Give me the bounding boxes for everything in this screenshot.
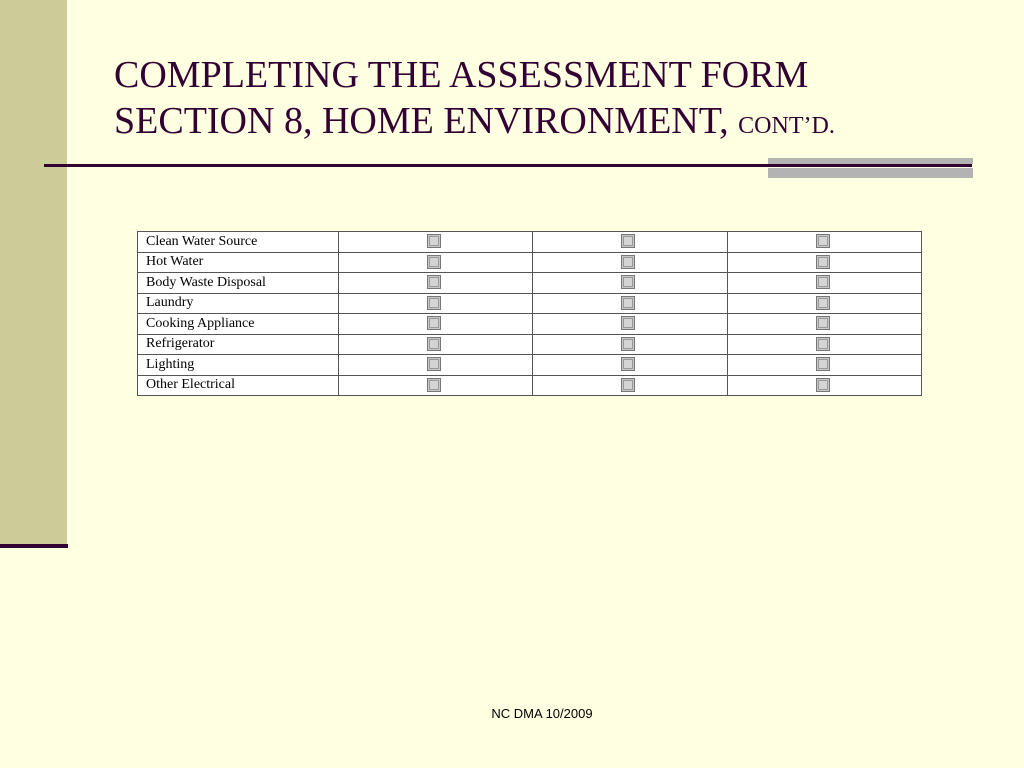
checkbox-cell: [727, 273, 921, 294]
checkbox-cell: [339, 232, 533, 253]
checkbox-cell: [533, 314, 727, 335]
checkbox-cell: [339, 314, 533, 335]
checkbox[interactable]: [621, 255, 635, 269]
checkbox-cell: [533, 273, 727, 294]
checkbox[interactable]: [816, 316, 830, 330]
left-sidebar-band: [0, 0, 67, 548]
table-row: [138, 314, 922, 335]
checkbox-cell: [533, 293, 727, 314]
slide-title: [114, 52, 974, 149]
checkbox[interactable]: [427, 275, 441, 289]
checkbox[interactable]: [427, 296, 441, 310]
checkbox[interactable]: [816, 378, 830, 392]
row-label: Refrigerator: [138, 334, 339, 355]
checkbox-cell: [727, 252, 921, 273]
table-row: [138, 252, 922, 273]
assessment-table-body: [138, 232, 922, 396]
title-suffix: CONT’D.: [738, 113, 835, 139]
checkbox[interactable]: [427, 316, 441, 330]
assessment-table: [137, 231, 922, 396]
checkbox-cell: [339, 355, 533, 376]
table-row: [138, 273, 922, 294]
checkbox[interactable]: [427, 357, 441, 371]
checkbox-cell: [727, 232, 921, 253]
checkbox-cell: [533, 334, 727, 355]
checkbox[interactable]: [816, 255, 830, 269]
row-label: Cooking Appliance: [138, 314, 339, 335]
checkbox-cell: [533, 232, 727, 253]
title-line-2: [114, 98, 974, 149]
table-row: [138, 232, 922, 253]
row-label: Clean Water Source: [138, 232, 339, 253]
checkbox-cell: [727, 293, 921, 314]
checkbox-cell: [727, 334, 921, 355]
checkbox[interactable]: [621, 378, 635, 392]
checkbox[interactable]: [621, 275, 635, 289]
table-row: [138, 375, 922, 396]
checkbox[interactable]: [621, 357, 635, 371]
checkbox[interactable]: [621, 316, 635, 330]
checkbox[interactable]: [816, 296, 830, 310]
checkbox-cell: [727, 375, 921, 396]
checkbox-cell: [339, 252, 533, 273]
checkbox-cell: [339, 334, 533, 355]
row-label: Other Electrical: [138, 375, 339, 396]
checkbox[interactable]: [816, 357, 830, 371]
checkbox[interactable]: [427, 378, 441, 392]
checkbox-cell: [533, 375, 727, 396]
checkbox-cell: [339, 273, 533, 294]
checkbox[interactable]: [816, 275, 830, 289]
checkbox[interactable]: [621, 296, 635, 310]
footer-text: NC DMA 10/2009: [491, 706, 593, 721]
checkbox-cell: [727, 314, 921, 335]
checkbox-cell: [533, 252, 727, 273]
table-row: [138, 334, 922, 355]
row-label: Body Waste Disposal: [138, 273, 339, 294]
row-label: Hot Water: [138, 252, 339, 273]
title-rule-gray-bottom: [768, 168, 973, 178]
checkbox-cell: [339, 293, 533, 314]
checkbox-cell: [727, 355, 921, 376]
row-label: Lighting: [138, 355, 339, 376]
table-row: [138, 293, 922, 314]
checkbox-cell: [533, 355, 727, 376]
checkbox[interactable]: [621, 234, 635, 248]
checkbox[interactable]: [427, 337, 441, 351]
sidebar-accent-line: [0, 544, 68, 548]
table-row: [138, 355, 922, 376]
checkbox-cell: [339, 375, 533, 396]
checkbox[interactable]: [427, 255, 441, 269]
checkbox[interactable]: [816, 234, 830, 248]
checkbox[interactable]: [621, 337, 635, 351]
checkbox[interactable]: [816, 337, 830, 351]
row-label: Laundry: [138, 293, 339, 314]
title-rule: [44, 164, 972, 167]
checkbox[interactable]: [427, 234, 441, 248]
title-line-2-text: SECTION 8, HOME ENVIRONMENT,: [114, 100, 729, 142]
title-line-1: COMPLETING THE ASSESSMENT FORM: [114, 54, 809, 96]
